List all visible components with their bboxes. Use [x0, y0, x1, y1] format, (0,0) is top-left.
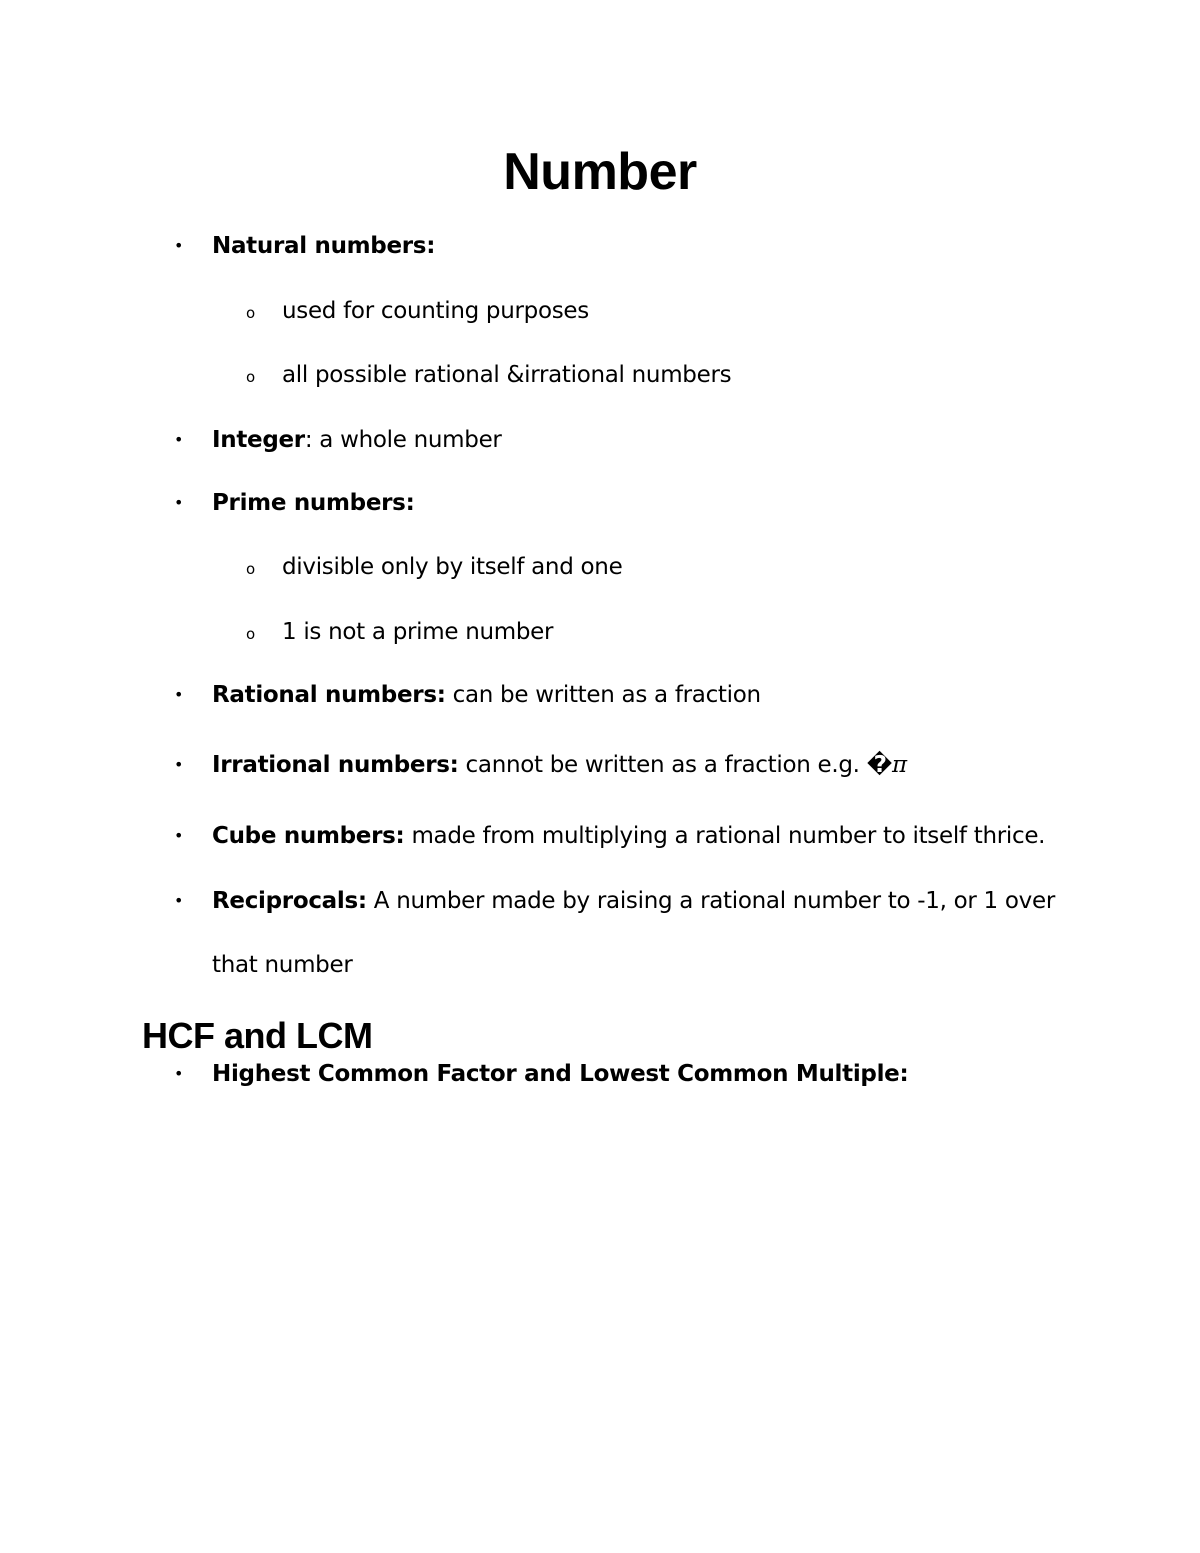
pi-symbol: π [892, 752, 907, 778]
sub-list-item [0, 291, 1200, 331]
bullet-icon: • [174, 685, 184, 704]
list-item [0, 675, 1200, 715]
list-item [0, 483, 1200, 523]
sub-item-text: all possible rational &irrational numbers [282, 362, 732, 388]
page-title: Number [503, 143, 697, 201]
bullet-icon: • [174, 430, 184, 449]
list-item [0, 1054, 1200, 1094]
term-label: Natural numbers: [212, 233, 436, 259]
bullet-icon: • [174, 236, 184, 255]
sub-bullet-icon: o [246, 368, 256, 386]
bullet-icon: • [174, 493, 184, 512]
list-item [0, 226, 1200, 266]
sub-bullet-icon: o [246, 560, 256, 578]
term-description: A number made by raising a rational number to -1, or 1 over [366, 888, 1055, 914]
sub-bullet-icon: o [246, 304, 256, 322]
sub-list-item [0, 547, 1200, 587]
list-item [0, 881, 1200, 921]
list-item [0, 420, 1200, 460]
term-label: Highest Common Factor and Lowest Common Multiple: [212, 1061, 909, 1087]
sub-item-text: 1 is not a prime number [282, 619, 554, 645]
sub-bullet-icon: o [246, 625, 256, 643]
missing-glyph: � [866, 752, 892, 778]
sub-item-text: used for counting purposes [282, 298, 589, 324]
bullet-icon: • [174, 755, 184, 774]
bullet-icon: • [174, 891, 184, 910]
bullet-icon: • [174, 1064, 184, 1083]
sub-list-item [0, 355, 1200, 395]
term-label: Cube numbers: [212, 823, 405, 849]
term-description: can be written as a fraction [445, 682, 761, 708]
bullet-icon: • [174, 826, 184, 845]
term-label: Prime numbers: [212, 490, 415, 516]
term-description: made from multiplying a rational number to itself thrice. [404, 823, 1046, 849]
list-item-continuation [0, 945, 1200, 985]
section-heading: HCF and LCM [142, 1015, 373, 1056]
sub-list-item [0, 612, 1200, 652]
term-label: Rational numbers: [212, 682, 446, 708]
list-item [0, 816, 1200, 856]
term-description: cannot be written as a fraction e.g. [458, 752, 867, 778]
sub-item-text: divisible only by itself and one [282, 554, 623, 580]
term-label: Irrational numbers: [212, 752, 459, 778]
continuation-text: that number [212, 952, 353, 978]
list-item [0, 745, 1200, 785]
term-label: Integer [212, 427, 305, 453]
term-label: Reciprocals: [212, 888, 367, 914]
term-description: : a whole number [304, 427, 502, 453]
